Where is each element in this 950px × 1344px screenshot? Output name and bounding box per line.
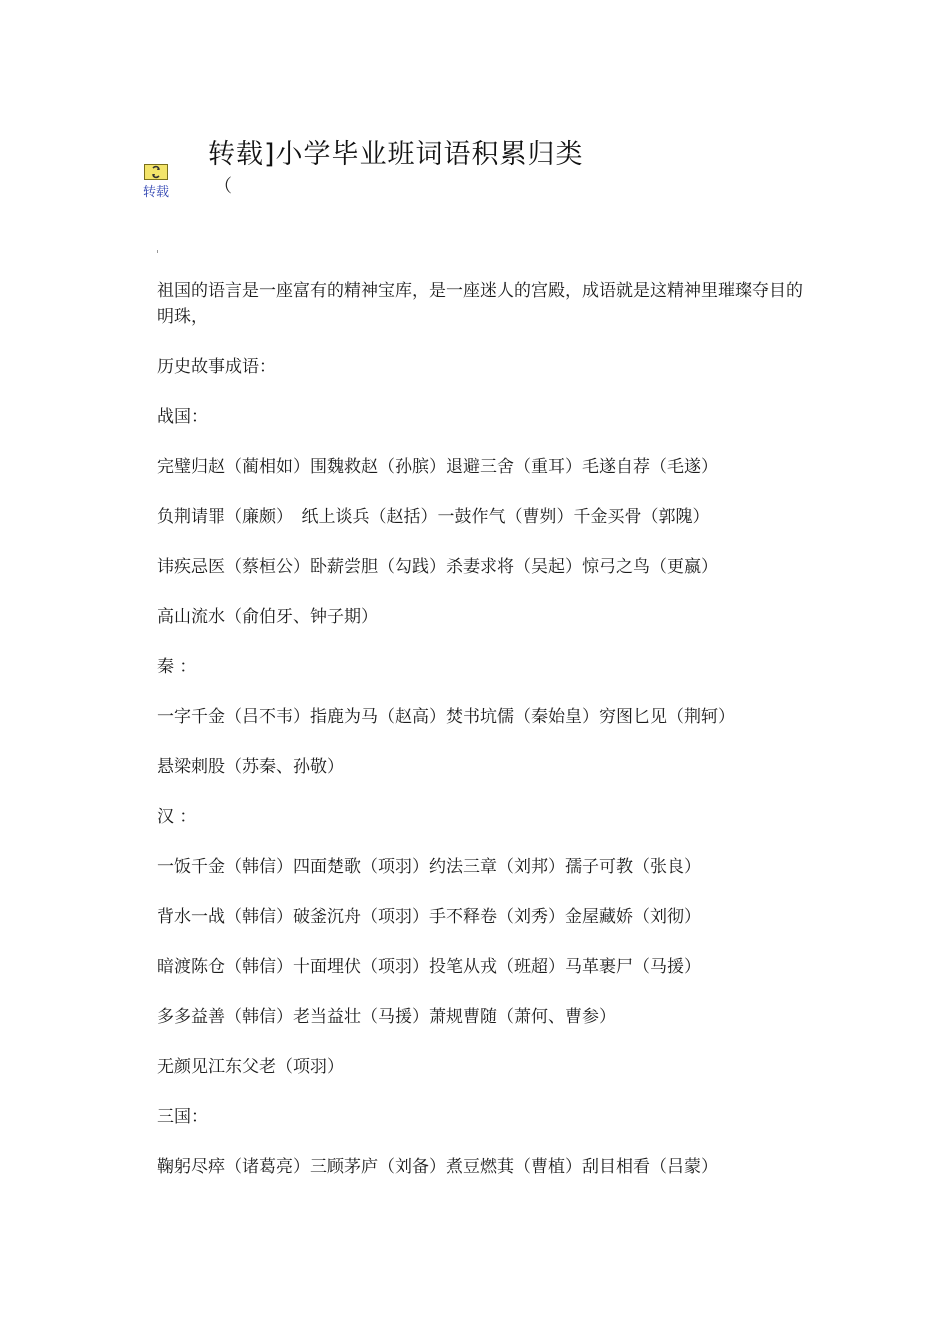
idiom-line: 暗渡陈仓（韩信）十面埋伏（项羽）投笔从戎（班超）马革裹尸（马援） xyxy=(157,957,701,977)
page-title: 转载]小学毕业班词语积累归类 xyxy=(208,139,584,170)
idiom-line: 多多益善（韩信）老当益壮（马援）萧规曹随（萧何、曹参） xyxy=(157,1007,616,1027)
intro-paragraph: 祖国的语言是一座富有的精神宝库，是一座迷人的宫殿，成语就是这精神里璀璨夺目的明珠， xyxy=(157,281,803,327)
repost-link[interactable]: 转载 xyxy=(142,185,169,200)
idiom-line: 负荆请罪（廉颇） 纸上谈兵（赵括）一鼓作气（曹刿）千金买骨（郭隗） xyxy=(157,507,710,527)
idiom-line: 讳疾忌医（蔡桓公）卧薪尝胆（勾践）杀妻求将（吴起）惊弓之鸟（更嬴） xyxy=(157,557,718,577)
idiom-line: 悬梁刺股（苏秦、孙敬） xyxy=(157,757,344,777)
era-heading-qin: 秦 ： xyxy=(157,657,197,677)
open-paren: （ xyxy=(214,176,232,197)
era-heading-warring-states: 战国： xyxy=(157,407,208,427)
repost-badge[interactable] xyxy=(140,164,172,200)
era-heading-han: 汉 ： xyxy=(157,807,197,827)
idiom-line: 完璧归赵（蔺相如）围魏救赵（孙膑）退避三舍（重耳）毛遂自荐（毛遂） xyxy=(157,457,718,477)
idiom-line: 无颜见江东父老（项羽） xyxy=(157,1057,344,1077)
idiom-line: 背水一战（韩信）破釜沉舟（项羽）手不释卷（刘秀）金屋藏娇（刘彻） xyxy=(157,907,701,927)
separator-dot xyxy=(157,250,158,253)
repost-icon[interactable] xyxy=(144,164,168,180)
document-body xyxy=(157,278,807,1204)
section-heading: 历史故事成语： xyxy=(157,357,276,377)
idiom-line: 一饭千金（韩信）四面楚歌（项羽）约法三章（刘邦）孺子可教（张良） xyxy=(157,857,701,877)
idiom-line: 鞠躬尽瘁（诸葛亮）三顾茅庐（刘备）煮豆燃萁（曹植）刮目相看（吕蒙） xyxy=(157,1157,718,1177)
era-heading-three-kingdoms: 三国： xyxy=(157,1107,208,1127)
idiom-line: 高山流水（俞伯牙、钟子期） xyxy=(157,607,378,627)
idiom-line: 一字千金（吕不韦）指鹿为马（赵高）焚书坑儒（秦始皇）穷图匕见（荆轲） xyxy=(157,707,735,727)
